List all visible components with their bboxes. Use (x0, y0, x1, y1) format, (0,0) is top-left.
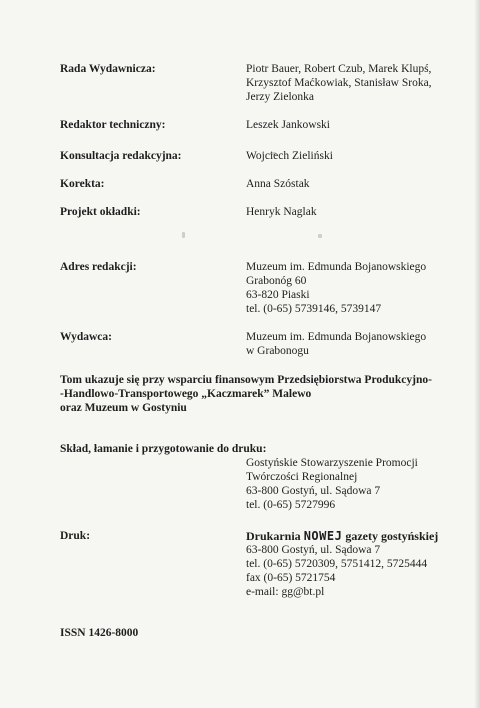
text-line: Krzysztof Maćkowiak, Stanisław Sroka, (246, 77, 432, 89)
printing-label: Druk: (60, 530, 91, 542)
cover-design-value: Henryk Naglak (246, 206, 317, 218)
publisher-label: Wydawca: (60, 331, 112, 343)
publisher-value (246, 330, 426, 358)
typesetting-label: Skład, łamanie i przygotowanie do druku: (60, 443, 267, 455)
text-line: tel. (0-65) 5720309, 5751412, 5725444 (246, 558, 428, 570)
print-speck (318, 234, 322, 238)
page-edge-shadow (474, 0, 480, 708)
text-line: oraz Muzeum w Gostyniu (60, 402, 187, 414)
typesetting-value (246, 456, 418, 512)
editorial-board-label: Rada Wydawnicza: (60, 63, 156, 75)
text-line: tel. (0-65) 5739146, 5739147 (246, 303, 382, 315)
editorial-consultation-value: Wojciech Zieliński (246, 150, 333, 162)
text-line: Grabonóg 60 (246, 275, 307, 287)
printer-name-suffix: gazety gostyńskiej (345, 529, 439, 543)
text-line: Muzeum im. Edmunda Bojanowskiego (246, 261, 427, 273)
text-line: e-mail: gg@bt.pl (246, 586, 325, 598)
text-line: fax (0-65) 5721754 (246, 572, 336, 584)
printer-brand: NOWEJ (303, 529, 343, 543)
technical-editor-value: Leszek Jankowski (246, 119, 330, 131)
editorial-board-members (246, 62, 432, 104)
text-line: Twórczości Regionalnej (246, 471, 358, 483)
text-line: Jerzy Zielonka (246, 91, 315, 103)
print-speck (182, 232, 185, 238)
technical-editor-label: Redaktor techniczny: (60, 119, 166, 131)
text-line: w Grabonogu (246, 345, 309, 357)
text-line: 63-800 Gostyń, ul. Sądowa 7 (246, 544, 381, 556)
editorial-address-label: Adres redakcji: (60, 261, 137, 273)
text-line: Muzeum im. Edmunda Bojanowskiego (246, 331, 427, 343)
text-line: 63-800 Gostyń, ul. Sądowa 7 (246, 485, 381, 497)
proofreading-label: Korekta: (60, 178, 105, 190)
text-line: tel. (0-65) 5727996 (246, 499, 336, 511)
editorial-address-value (246, 260, 426, 316)
printer-name (246, 529, 438, 543)
text-line: 63-820 Piaski (246, 289, 310, 301)
text-line: -Handlowo-Transportowego „Kaczmarek” Malewo (60, 388, 312, 400)
cover-design-label: Projekt okładki: (60, 206, 141, 218)
editorial-consultation-label: Konsultacja redakcyjna: (60, 150, 182, 162)
printer-name-prefix: Drukarnia (246, 529, 301, 543)
text-line: Gostyńskie Stowarzyszenie Promocji (246, 457, 418, 469)
issn-number: ISSN 1426-8000 (60, 627, 139, 639)
text-line: Piotr Bauer, Robert Czub, Marek Klupś, (246, 63, 432, 75)
printing-value (246, 529, 438, 599)
funding-statement (60, 373, 432, 415)
text-line: Tom ukazuje się przy wsparciu finansowym Przedsiębiorstwa Produkcyjno- (60, 374, 432, 386)
proofreading-value: Anna Szóstak (246, 178, 310, 190)
